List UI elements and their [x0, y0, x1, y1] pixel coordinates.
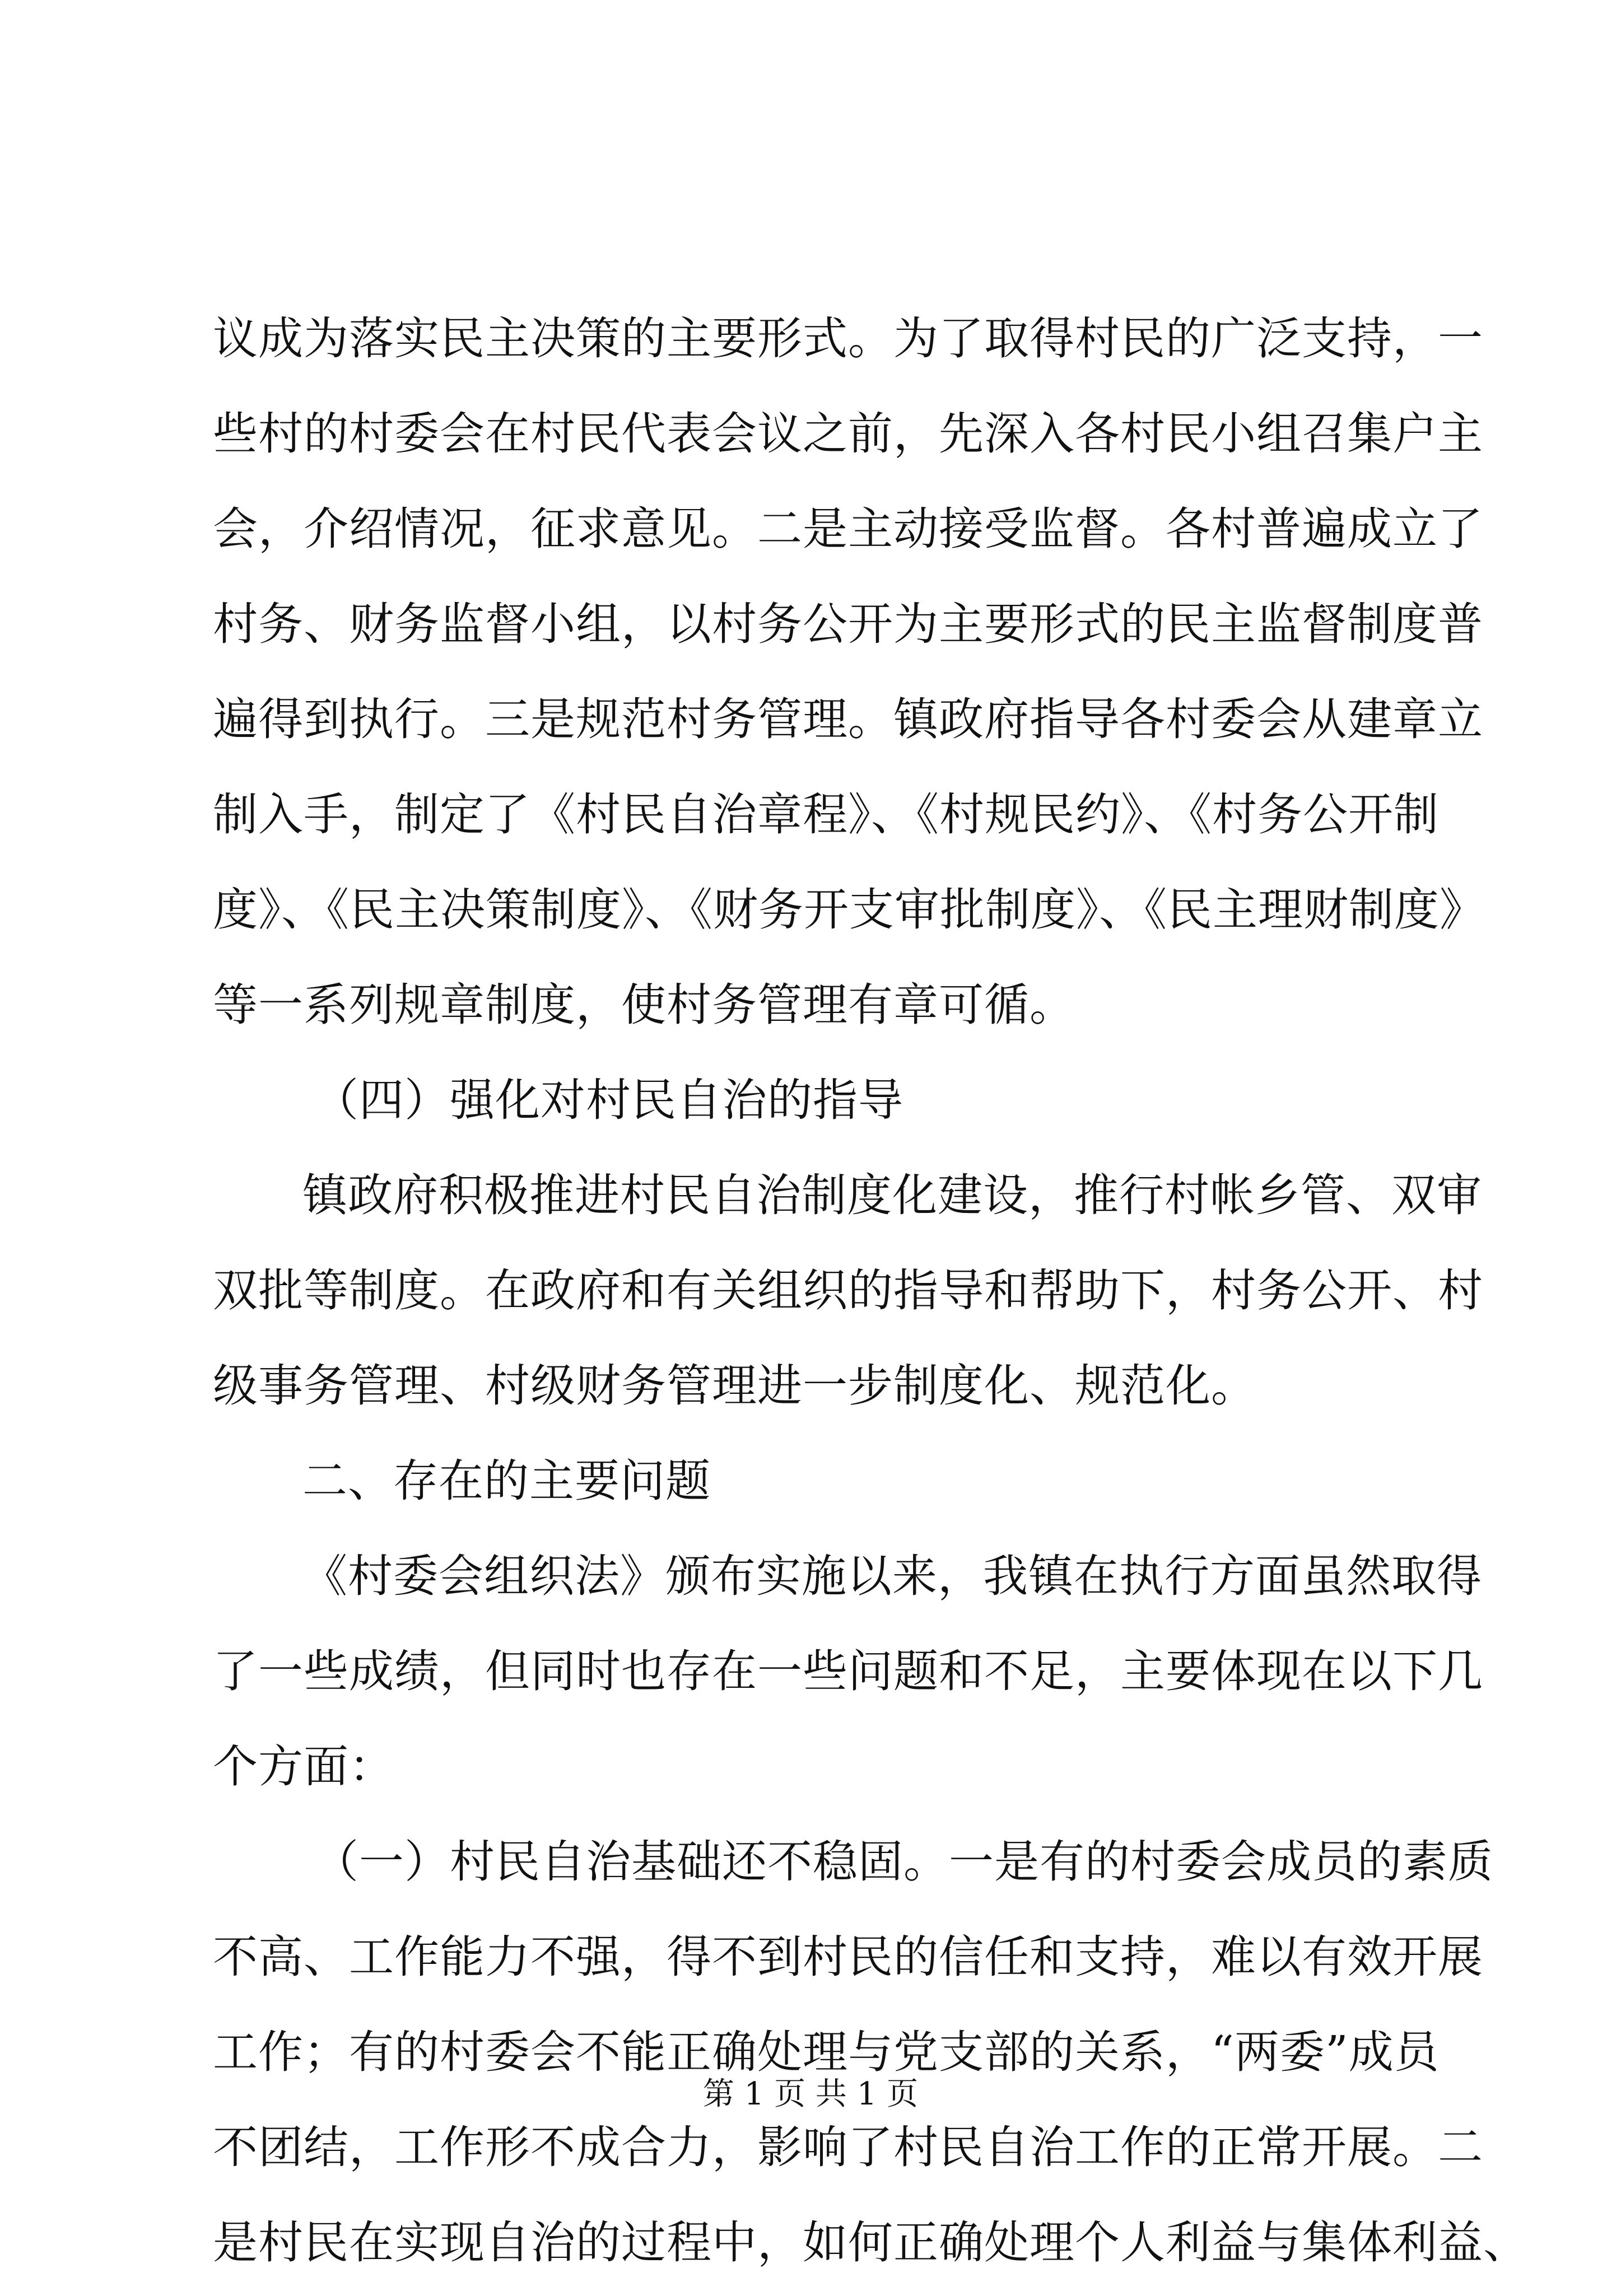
paragraph-line-8: 等一系列规章制度，使村务管理有章可循。 [213, 979, 1075, 1031]
paragraph-line-4: 村务、财务监督小组，以村务公开为主要形式的民主监督制度普 [213, 598, 1483, 650]
paragraph-line-19: 工作；有的村委会不能正确处理与党支部的关系，“两委”成员 [213, 2026, 1440, 2078]
section-heading-4: （四）强化对村民自治的指导 [314, 1074, 903, 1126]
page-footer: 第 1 页 共 1 页 [702, 2076, 919, 2112]
paragraph-line-1: 议成为落实民主决策的主要形式。为了取得村民的广泛支持，一 [213, 312, 1483, 365]
paragraph-line-18: 不高、工作能力不强，得不到村民的信任和支持，难以有效开展 [213, 1931, 1483, 1983]
paragraph-line-11: 双批等制度。在政府和有关组织的指导和帮助下，村务公开、村 [213, 1264, 1483, 1317]
section-heading-problems: 二、存在的主要问题 [302, 1455, 711, 1507]
paragraph-line-17: （一）村民自治基础还不稳固。一是有的村委会成员的素质 [314, 1836, 1493, 1888]
paragraph-line-3: 会，介绍情况，征求意见。二是主动接受监督。各村普遍成立了 [213, 503, 1483, 555]
paragraph-line-12: 级事务管理、村级财务管理进一步制度化、规范化。 [213, 1360, 1256, 1412]
paragraph-line-6: 制入手，制定了《村民自治章程》、《村规民约》、《村务公开制 [213, 788, 1439, 841]
paragraph-line-21: 是村民在实现自治的过程中，如何正确处理个人利益与集体利益、 [213, 2216, 1529, 2269]
paragraph-line-5: 遍得到执行。三是规范村务管理。镇政府指导各村委会从建章立 [213, 693, 1483, 745]
paragraph-line-2: 些村的村委会在村民代表会议之前，先深入各村民小组召集户主 [213, 408, 1483, 460]
paragraph-line-15: 了一些成绩，但同时也存在一些问题和不足，主要体现在以下几 [213, 1645, 1483, 1697]
paragraph-line-20: 不团结，工作形不成合力，影响了村民自治工作的正常开展。二 [213, 2121, 1483, 2173]
paragraph-line-16: 个方面： [213, 1740, 394, 1793]
paragraph-line-7: 度》、《民主决策制度》、《财务开支审批制度》、《民主理财制度》 [213, 884, 1485, 936]
paragraph-line-14: 《村委会组织法》颁布实施以来，我镇在执行方面虽然取得 [302, 1550, 1482, 1602]
document-body [213, 297, 1529, 2296]
paragraph-line-10: 镇政府积极推进村民自治制度化建设，推行村帐乡管、双审 [302, 1169, 1482, 1221]
